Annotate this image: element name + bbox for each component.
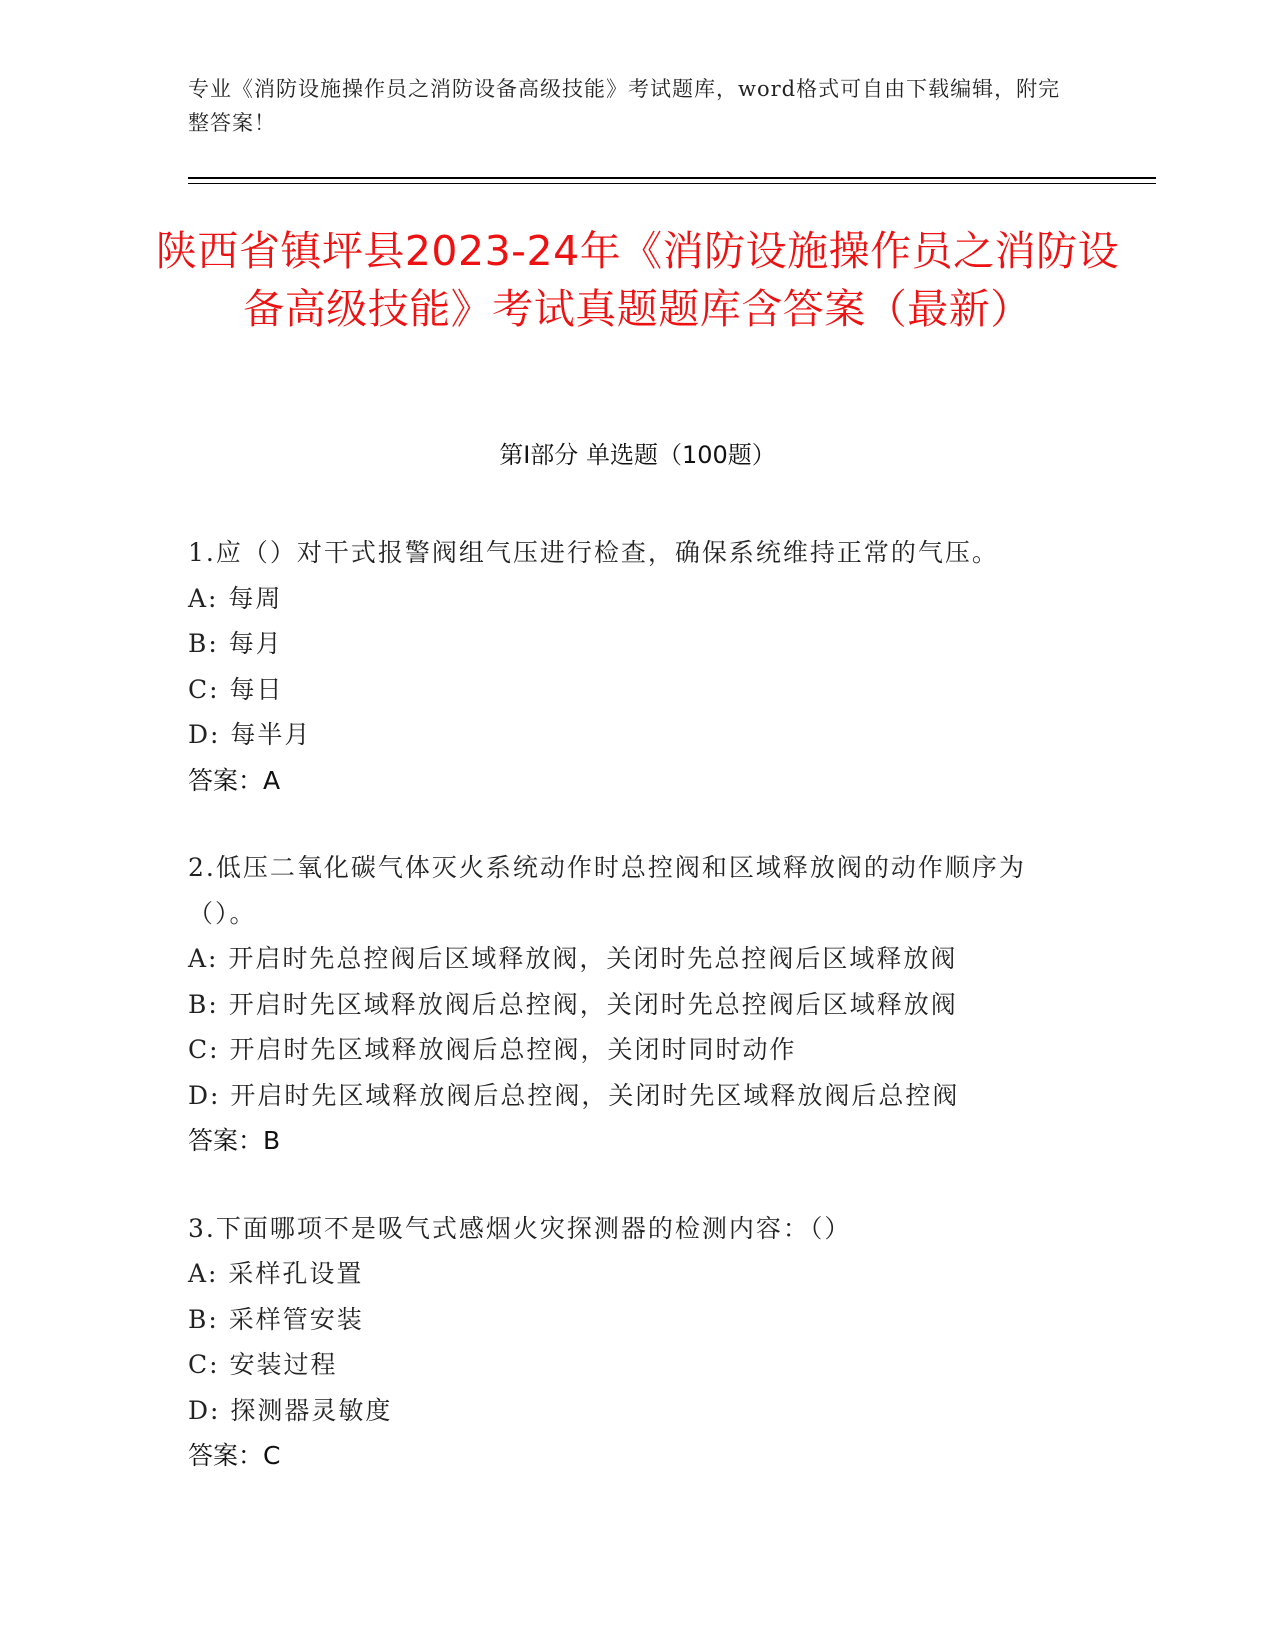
question-stem: 2.低压二氧化碳气体灭火系统动作时总控阀和区域释放阀的动作顺序为（）。 [188,853,1026,928]
option-a: A: 采样孔设置 [188,1259,364,1288]
question-stem: 1.应（）对干式报警阀组气压进行检查，确保系统维持正常的气压。 [188,538,999,567]
question-2 [188,845,1068,1164]
header-note: 专业《消防设施操作员之消防设备高级技能》考试题库，word格式可自由下载编辑，附完整答案！ [188,77,1061,135]
section-heading: 第I部分 单选题（100题） [499,441,776,469]
option-d: D: 开启时先区域释放阀后总控阀，关闭时先区域释放阀后总控阀 [188,1080,960,1110]
option-a: A: 开启时先总控阀后区域释放阀，关闭时先总控阀后区域释放阀 [188,944,958,973]
option-b: B: 每月 [188,629,283,658]
option-b: B: 采样管安装 [188,1304,364,1334]
option-c: C: 安装过程 [188,1350,338,1379]
header-rule-thin [188,183,1156,184]
answer: 答案：B [188,1126,281,1155]
option-b: B: 开启时先区域释放阀后总控阀，关闭时先总控阀后区域释放阀 [188,989,958,1019]
question-1 [188,530,1068,803]
question-stem: 3.下面哪项不是吸气式感烟火灾探测器的检测内容：（） [188,1213,852,1243]
option-c: C: 开启时先区域释放阀后总控阀，关闭时同时动作 [188,1035,797,1064]
question-list [188,530,1068,1521]
header-rule-thick [188,177,1156,179]
option-c: C: 每日 [188,674,284,704]
document-title: 陕西省镇坪县2023-24年《消防设施操作员之消防设备高级技能》考试真题题库含答案（最新） [155,227,1120,333]
answer: 答案：A [188,765,281,795]
option-a: A: 每周 [188,583,283,613]
option-d: D: 每半月 [188,720,312,749]
option-d: D: 探测器灵敏度 [188,1395,393,1425]
question-3 [188,1206,1068,1479]
answer: 答案：C [188,1441,281,1470]
